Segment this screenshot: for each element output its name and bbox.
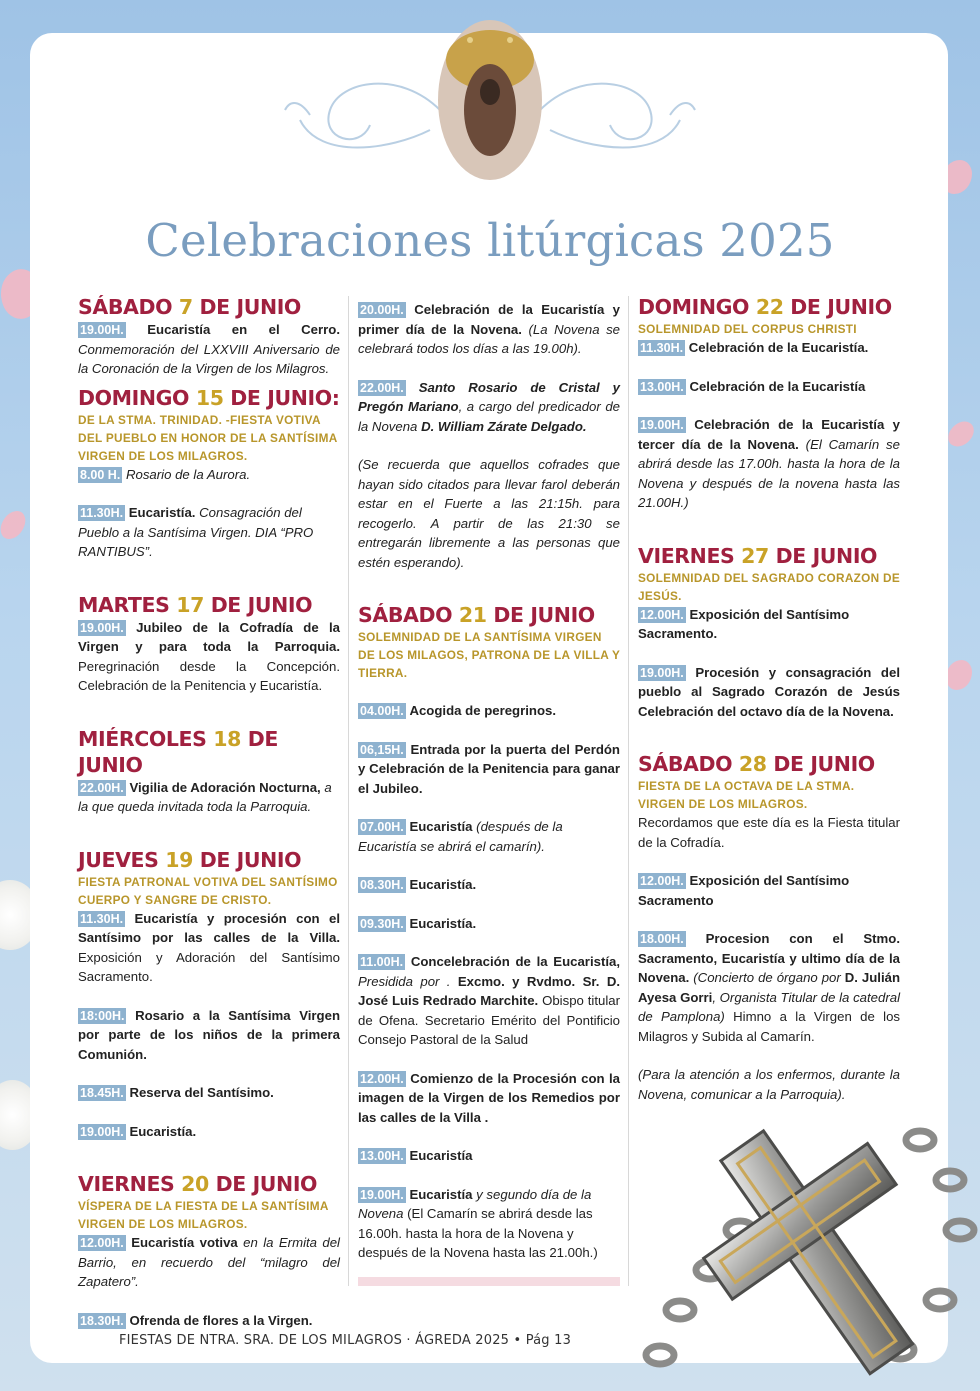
day-heading: DOMINGO 15 DE JUNIO: — [78, 385, 340, 410]
event-entry: 13.00H. Celebración de la Eucaristía — [640, 378, 866, 394]
event-note: (Para la atención a los enfermos, durante la Novena, comunicar a la Parroquia). — [638, 1067, 900, 1102]
page-title: Celebraciones litúrgicas 2025 — [145, 214, 835, 267]
event-entry: 13.00H. Eucaristía — [360, 1148, 473, 1163]
event-entry: 11.30H. Eucaristía. Consagración del Pueblo a la Santísima Virgen. DIA “PRO RANTIBUS”. — [78, 505, 314, 559]
event-entry: 06,15H. Entrada por la puerta del Perdón y Celebración de la Penitencia para ganar el Jubileo. — [358, 741, 620, 796]
time-badge: 19.00H. — [80, 1124, 124, 1139]
event-entry: 09.30H. Eucaristía. — [360, 915, 477, 931]
event-entry: 12.00H. Exposición del Santísimo Sacramento — [638, 873, 850, 908]
event-entry: 08.30H. Eucaristía. — [360, 877, 477, 892]
time-badge: 12.00H. — [640, 874, 684, 888]
day-heading: SÁBADO 21 DE JUNIO — [358, 603, 595, 627]
day-subtitle: DE LA STMA. TRINIDAD. -FIESTA VOTIVA DEL PUEBLO EN HONOR DE LA SANTÍSIMA VIRGEN DE LOS MILAGROS. — [78, 412, 338, 463]
rose-petal-decoration — [0, 507, 28, 543]
event-entry: 22.00H. Santo Rosario de Cristal y Pregón Mariano, a cargo del predicador de la Novena D. William Zárate Delgado. — [358, 379, 621, 434]
event-entry: 11.00H. Concelebración de la Eucaristía, Presidida por . Excmo. y Rvdmo. Sr. D. José Luis Redrado Marchite. Obispo titular de Ofena. Secretario Emérito del Pontificio Consejo Pastoral de la Salud — [358, 954, 621, 1047]
event-entry: 19.00H. Procesión y consagración del pueblo al Sagrado Corazón de Jesús Celebración del octavo día de la Novena. — [638, 664, 900, 719]
time-badge: 04.00H. — [360, 704, 404, 718]
event-entry: 18.45H. Reserva del Santísimo. — [80, 1085, 274, 1100]
day-heading: DOMINGO 22 DE JUNIO — [638, 295, 892, 319]
time-badge: 22.00H. — [80, 780, 124, 795]
event-entry: 18:00H. Rosario a la Santísima Virgen por parte de los niños de la primera Comunión. — [78, 1007, 341, 1062]
event-entry: 04.00H. Acogida de peregrinos. — [360, 703, 557, 718]
rose-petal-decoration — [946, 660, 972, 690]
time-badge: 13.00H. — [360, 1149, 404, 1163]
time-badge: 18:00H. — [80, 1008, 125, 1023]
day-subtitle: FIESTA DE LA OCTAVA DE LA STMA. VIRGEN DE LOS MILAGROS. — [638, 779, 855, 811]
event-entry: 12.00H. Comienzo de la Procesión con la imagen de la Virgen de los Remedios por las calles de la Villa . — [358, 1070, 620, 1125]
time-badge: 12.00H. — [80, 1236, 124, 1250]
column-1 — [78, 294, 340, 1330]
event-entry: 19.00H. Eucaristía. — [80, 1123, 197, 1139]
event-entry: 11.30H. Celebración de la Eucaristía. — [640, 340, 869, 355]
day-heading: SÁBADO 28 DE JUNIO — [638, 752, 875, 776]
column-divider — [348, 296, 349, 1286]
event-entry: 8.00 H. Rosario de la Aurora. — [80, 466, 251, 482]
time-badge: 19.00H. — [360, 1187, 404, 1202]
time-badge: 12.00H. — [360, 1071, 404, 1086]
time-badge: 18.30H. — [80, 1313, 124, 1328]
event-entry: 19.00H. Celebración de la Eucaristía y tercer día de la Novena. (El Camarín se abrirá desde las 17.00h. hasta la hora de la Novena y después de la novena hasta las 21.00H.) — [638, 417, 901, 510]
day-subtitle: FIESTA PATRONAL VOTIVA DEL SANTÍSIMO CUERPO Y SANGRE DE CRISTO. — [78, 874, 338, 907]
event-entry: 19.00H. Eucaristía en el Cerro. Conmemoración del LXXVIII Aniversario de la Coronación de la Virgen de los Milagros. — [78, 322, 340, 376]
day-subtitle: VÍSPERA DE LA FIESTA DE LA SANTÍSIMA VIRGEN DE LOS MILAGROS. — [78, 1199, 329, 1231]
time-badge: 18.00H. — [640, 932, 684, 946]
time-badge: 12.00H. — [640, 607, 684, 622]
event-entry: 11.30H. Eucaristía y procesión con el Santísimo por las calles de la Villa. Exposición y Adoración del Santísimo Sacramento. — [78, 910, 340, 984]
time-badge: 19.00H. — [80, 323, 124, 337]
time-badge: 20.00H. — [360, 303, 404, 317]
time-badge: 19.00H. — [640, 665, 684, 680]
event-entry: 20.00H. Celebración de la Eucaristía y primer día de la Novena. (La Novena se celebrará todos los días a las 19.00h). — [358, 302, 621, 356]
time-badge: 11.00H. — [360, 955, 404, 969]
day-subtitle: SOLEMNIDAD DEL CORPUS CHRISTI — [638, 322, 857, 336]
rose-petal-decoration — [944, 416, 977, 451]
event-entry: 19.00H. Eucaristía y segundo día de la Novena (El Camarín se abrirá desde las 16.00h. hasta la hora de la Novena y después de la Novena hasta las 21.00h.) — [358, 1186, 598, 1260]
day-heading: MARTES 17 DE JUNIO — [78, 592, 313, 617]
event-entry: 18.30H. Ofrenda de flores a la Virgen. — [80, 1312, 313, 1328]
event-entry: 12.00H. Exposición del Santísimo Sacramento. — [638, 606, 850, 641]
event-entry: 12.00H. Eucaristía votiva en la Ermita del Barrio, en recuerdo del “milagro del Zapatero”. — [78, 1235, 340, 1289]
column-3 — [638, 294, 900, 1104]
event-entry: 07.00H. Eucaristía (después de la Eucaristía se abrirá el camarín). — [358, 819, 563, 854]
day-subtitle: SOLEMNIDAD DE LA SANTÍSIMA VIRGEN DE LOS MILAGOS, PATRONA DE LA VILLA Y TIERRA. — [358, 630, 620, 680]
time-badge: 08.30H. — [360, 878, 404, 892]
time-badge: 8.00 H. — [80, 467, 121, 482]
event-entry: 19.00H. Jubileo de la Cofradía de la Virgen y para toda la Parroquia. Peregrinación desde la Concepción. Celebración de la Penitencia y Eucaristía. — [78, 619, 340, 693]
time-badge: 19.00H. — [640, 418, 684, 432]
page-footer: FIESTAS DE NTRA. SRA. DE LOS MILAGROS · ÁGREDA 2025 • Pág 13 — [118, 1333, 572, 1348]
virgin-ornament-image — [0, 0, 980, 180]
time-badge: 06,15H. — [360, 742, 404, 757]
day-heading: VIERNES 27 DE JUNIO — [638, 543, 878, 568]
time-badge: 07.00H. — [360, 820, 404, 834]
time-badge: 11.30H. — [80, 911, 124, 926]
day-heading: JUEVES 19 DE JUNIO — [78, 847, 302, 872]
time-badge: 09.30H. — [360, 916, 404, 931]
time-badge: 13.00H. — [640, 379, 684, 394]
day-heading: MIÉRCOLES 18 DE JUNIO — [78, 726, 278, 777]
time-badge: 18.45H. — [80, 1086, 124, 1100]
event-note: (Se recuerda que aquellos cofrades que hayan sido citados para llevar farol deberán estar en el Fuerte a las 21:15h. para recogerlo. A partir de las 21:30 se entregarán libremente a las personas que estén esperando). — [358, 457, 620, 570]
time-badge: 22.00H. — [360, 380, 404, 395]
day-subtitle: SOLEMNIDAD DEL SAGRADO CORAZON DE JESÚS. — [638, 570, 901, 603]
pink-bar-decoration — [358, 1277, 620, 1286]
event-entry: 22.00H. Vigilia de Adoración Nocturna, a la que queda invitada toda la Parroquia. — [78, 779, 332, 814]
event-entry: Recordamos que este día es la Fiesta titular de la Cofradía. — [638, 815, 900, 850]
column-2 — [358, 300, 620, 1263]
time-badge: 19.00H. — [80, 620, 124, 635]
time-badge: 11.30H. — [80, 506, 124, 520]
day-heading: SÁBADO 7 DE JUNIO — [78, 295, 301, 319]
event-entry: 18.00H. Procesion con el Stmo. Sacramento, Eucaristía y ultimo día de la Novena. (Concierto de órgano por D. Julián Ayesa Gorri, Organista Titular de la catedral de Pamplona) Himno a la Virgen de los Milagros y Subida al Camarín. — [638, 931, 901, 1044]
time-badge: 11.30H. — [640, 341, 684, 355]
day-heading: VIERNES 20 DE JUNIO — [78, 1172, 318, 1196]
